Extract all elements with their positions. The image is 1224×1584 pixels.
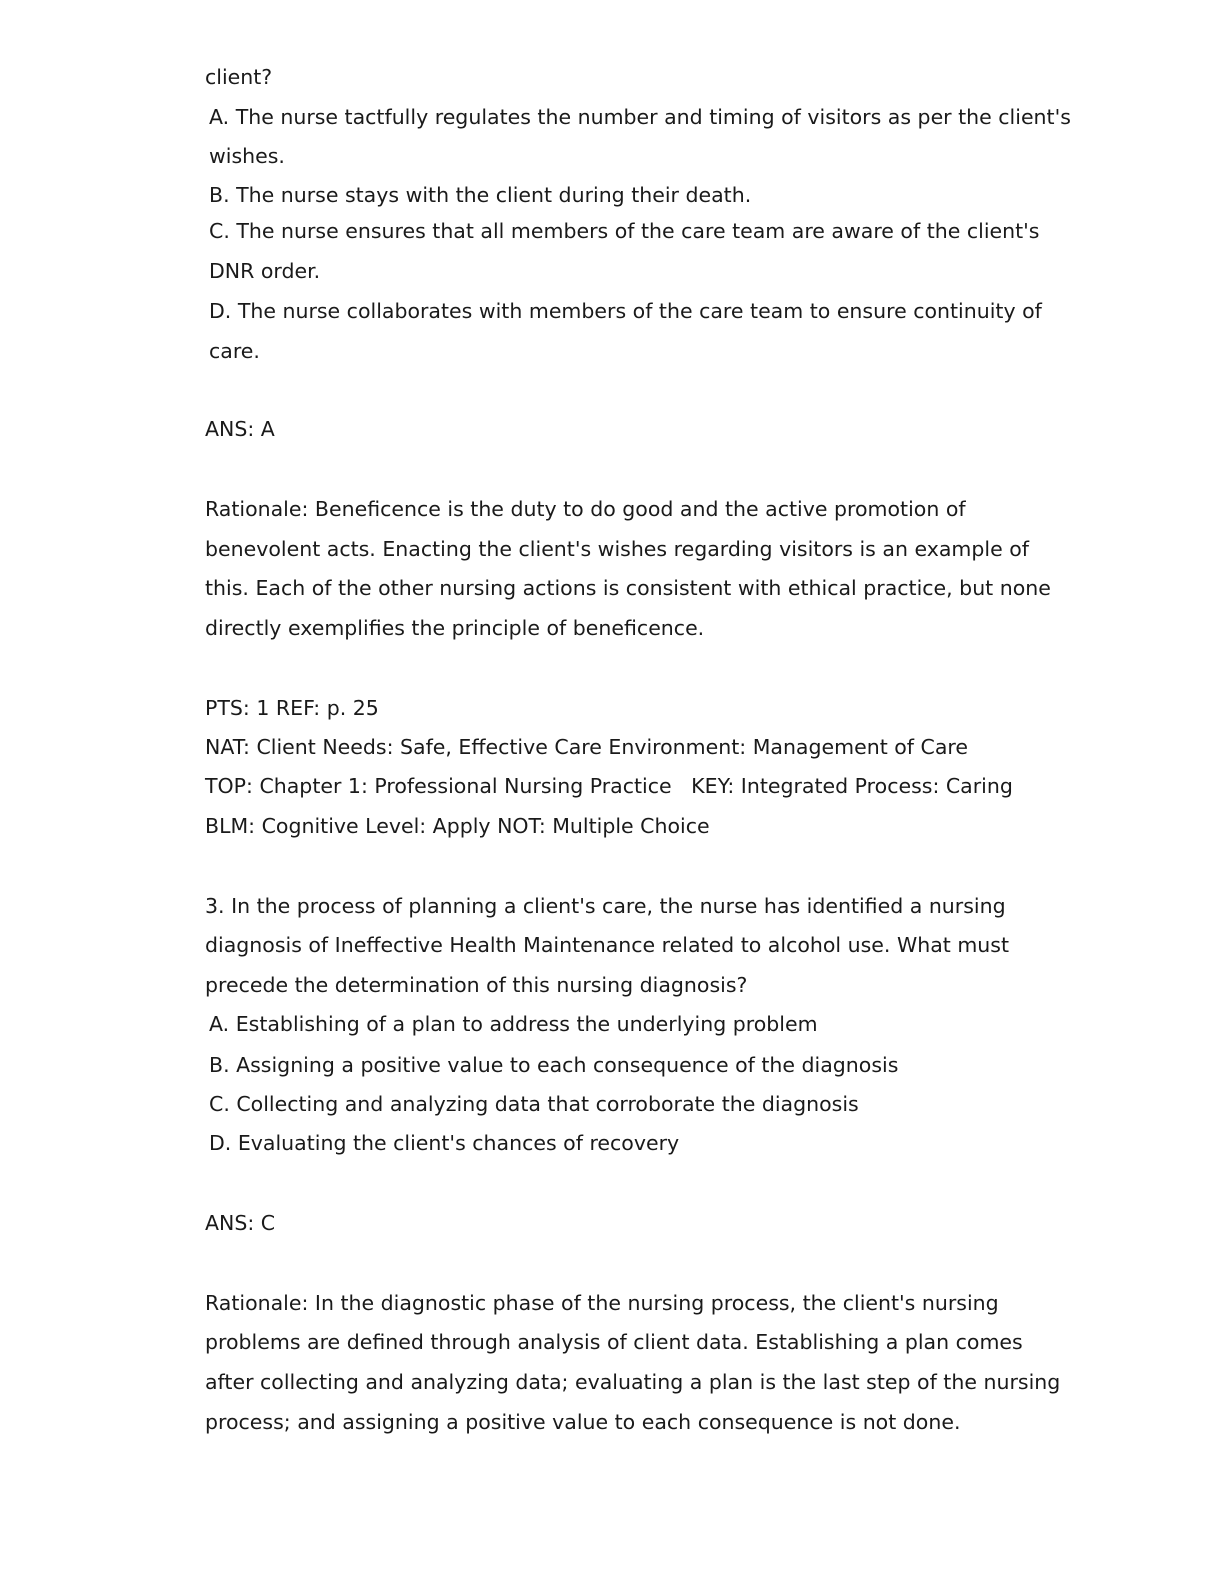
option-a: A. Establishing of a plan to address the underlying problem: [209, 1012, 818, 1036]
question-stem-tail: client?: [205, 65, 273, 89]
rationale-line: process; and assigning a positive value to each consequence is not done.: [205, 1410, 961, 1434]
rationale-line: after collecting and analyzing data; evaluating a plan is the last step of the nursing: [205, 1370, 1061, 1394]
meta-pts-ref: PTS: 1 REF: p. 25: [205, 696, 379, 720]
question-stem: 3. In the process of planning a client's care, the nurse has identified a nursing: [205, 894, 1006, 918]
answer: ANS: A: [205, 417, 275, 441]
option-b: B. Assigning a positive value to each consequence of the diagnosis: [209, 1053, 899, 1077]
meta-nat: NAT: Client Needs: Safe, Effective Care Environment: Management of Care: [205, 735, 968, 759]
option-d-cont: care.: [209, 339, 260, 363]
meta-top-key: TOP: Chapter 1: Professional Nursing Practice KEY: Integrated Process: Caring: [205, 774, 1013, 798]
answer: ANS: C: [205, 1211, 276, 1235]
option-c: C. Collecting and analyzing data that corroborate the diagnosis: [209, 1092, 859, 1116]
option-c-cont: DNR order.: [209, 259, 321, 283]
question-stem: diagnosis of Ineffective Health Maintenance related to alcohol use. What must: [205, 933, 1010, 957]
rationale-line: directly exemplifies the principle of beneficence.: [205, 616, 705, 640]
option-a: A. The nurse tactfully regulates the number and timing of visitors as per the client's: [209, 105, 1071, 129]
rationale-line: benevolent acts. Enacting the client's wishes regarding visitors is an example of: [205, 537, 1029, 561]
option-c: C. The nurse ensures that all members of the care team are aware of the client's: [209, 219, 1040, 243]
rationale-line: Rationale: In the diagnostic phase of the nursing process, the client's nursing: [205, 1291, 999, 1315]
option-a-cont: wishes.: [209, 144, 285, 168]
option-d: D. The nurse collaborates with members of the care team to ensure continuity of: [209, 299, 1042, 323]
meta-blm-not: BLM: Cognitive Level: Apply NOT: Multiple Choice: [205, 814, 710, 838]
rationale-line: this. Each of the other nursing actions is consistent with ethical practice, but none: [205, 576, 1051, 600]
option-d: D. Evaluating the client's chances of recovery: [209, 1131, 680, 1155]
rationale-line: problems are defined through analysis of client data. Establishing a plan comes: [205, 1330, 1023, 1354]
rationale-line: Rationale: Beneficence is the duty to do good and the active promotion of: [205, 497, 966, 521]
option-b: B. The nurse stays with the client during their death.: [209, 183, 752, 207]
question-stem: precede the determination of this nursing diagnosis?: [205, 973, 748, 997]
